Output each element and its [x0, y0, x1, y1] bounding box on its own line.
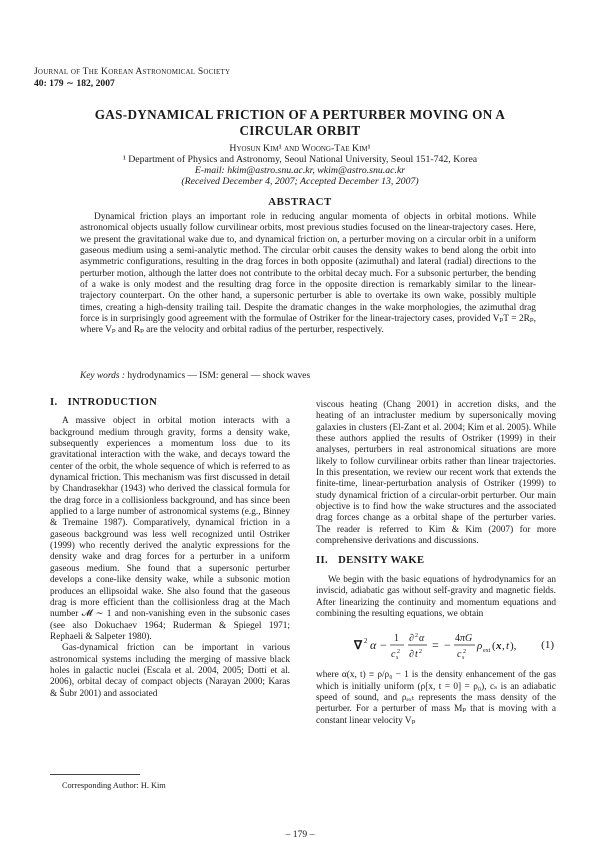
svg-text:α: α [419, 633, 425, 645]
svg-text:s: s [396, 655, 399, 662]
svg-text:s: s [462, 655, 465, 662]
svg-text:−: − [380, 638, 387, 653]
equation-number: (1) [541, 638, 554, 651]
svg-text:ρ: ρ [477, 640, 483, 653]
svg-text:α: α [370, 638, 377, 653]
paragraph: We begin with the basic equations of hydrodynamics for an inviscid, adiabatic gas without self-gravity and magnetic fields. After linearizing the continuity and momentum equations and combining the resulting equations, we obtain [316, 574, 556, 619]
svg-text:2: 2 [419, 649, 422, 656]
keywords [80, 371, 536, 381]
svg-text:−: − [444, 638, 451, 653]
received-dates: (Received December 4, 2007; Accepted December 13, 2007) [181, 176, 419, 188]
abstract-heading: ABSTRACT [268, 196, 332, 208]
journal-name: Journal of The Korean Astronomical Society [34, 66, 231, 77]
svg-text:2: 2 [397, 649, 400, 656]
svg-text:2: 2 [364, 637, 368, 646]
section-number: II. [316, 555, 329, 567]
svg-text:1: 1 [394, 633, 399, 645]
svg-text:(: ( [492, 640, 496, 653]
svg-text:t: t [506, 640, 510, 653]
page-number: – 179 – [285, 829, 315, 840]
paper-authors: Hyosun Kim¹ and Woong-Tae Kim¹ [229, 143, 371, 154]
footnote-label: Corresponding Author: [62, 781, 139, 790]
section-heading-density-wake [316, 555, 556, 566]
equation-1 [316, 628, 556, 662]
footnote-name: H. Kim [140, 781, 166, 790]
svg-text:πG: πG [460, 633, 473, 645]
journal-header [34, 66, 230, 89]
paragraph: A massive object in orbital motion interacts with a background medium through gravity, forms a density wake, subsequently experiences a momentum loss due to its gravitational interaction with the wake, and decays toward the center of the orbit, the whole sequence of which is referred to as dynamical friction. This mechanism was first discussed in detail by Chandrasekhar (1943) who derived the classical formula for the drag force in a collisionless background, and has since been applied to a large number of astronomical systems (e.g., Binney & Tremaine 1987). Comparatively, dynamical friction in a gaseous background was less well recognized until Ostriker (1999) who recently derived the analytic expressions for the density wake and drag forces for a perturber in a uniform gaseous medium. She found that a supersonic perturber develops a cone-like density wake, while a subsonic motion produces an ellipsoidal wake. She also found that the gaseous drag is more efficient than the collisionless drag at the Mach number 𝓜 ∼ 1 and non-vanishing even in the subsonic cases (see also Dokuchaev 1964; Ruderman & Spiegel 1971; Rephaeli & Salpeter 1980). [50, 416, 290, 642]
section-title: DENSITY WAKE [338, 555, 425, 567]
keywords-label: Key words : [80, 371, 125, 381]
svg-text:∂: ∂ [409, 649, 414, 661]
svg-text:4: 4 [455, 633, 460, 645]
section-number: I. [50, 397, 58, 408]
keywords-text: hydrodynamics — ISM: general — shock waves [127, 371, 311, 381]
svg-text:2: 2 [463, 649, 466, 656]
email-line: E-mail: hkim@astro.snu.ac.kr, wkim@astro.snu.ac.kr [194, 165, 406, 177]
svg-text:,: , [502, 640, 505, 653]
abstract-text: Dynamical friction plays an important role in reducing angular momenta of objects in orbital motions. While astronomical objects usually follow curvilinear orbits, most previous studies focused on the linear-trajectory cases. Here, we present the gravitational wake due to, and dynamical friction on, a perturber moving on a circular orbit in a uniform gaseous medium using a semi-analytic method. The circular orbit causes the density wakes to bend along the orbit into asymmetric configurations, resulting in the drag forces in both opposite (azimuthal) and lateral (radial) directions to the perturber motion, although the latter does not contribute to the orbital decay much. For a subsonic perturber, the bending of a wake is only modest and the resulting drag force in the opposite direction is remarkably similar to the linear-trajectory counterpart. On the other hand, a supersonic perturber is able to overtake its own wake, possibly multiple times, creating a high-density trailing tail. Despite the dramatic changes in the wake morphologies, the azimuthal drag force is in surprisingly good agreement with the formulae of Ostriker for the linear-trajectory cases, provided VₚT = 2Rₚ, where Vₚ and Rₚ are the velocity and orbital radius of the perturber, respectively. [80, 212, 536, 336]
svg-text:),: ), [510, 640, 517, 653]
paragraph: viscous heating (Chang 2001) in accretion disks, and the heating of an intracluster medium by supersonically moving galaxies in clusters (El-Zant et al. 2004; Kim et al. 2005). While these authors applied the results of Ostriker (1999) in their analyses, perturbers in real astronomical situations are more likely to follow curvilinear orbits rather than linear trajectories. In this presentation, we review our recent work that extends the finite-time, linear-perturbation analysis of Ostriker (1999) to study dynamical friction of a circular-orbit perturber. Our main objective is to find how the wake structures and the associated drag forces change as a orbital shape of the perturber varies. The reader is referred to Kim & Kim (2007) for more comprehensive derivations and discussions. [316, 400, 556, 547]
footnote-rule [50, 774, 140, 775]
svg-text:=: = [432, 638, 439, 653]
svg-text:x: x [496, 640, 502, 653]
svg-text:c: c [391, 649, 396, 661]
svg-text:c: c [457, 649, 462, 661]
journal-volume: 40: 179 ∼ 182, 2007 [34, 77, 115, 89]
section-title: INTRODUCTION [67, 397, 158, 408]
svg-text:ext: ext [483, 648, 491, 655]
svg-text:∂: ∂ [409, 633, 414, 645]
svg-text:2: 2 [415, 633, 418, 640]
section-heading-introduction [50, 397, 290, 408]
footnote [62, 781, 166, 790]
paragraph: where α(x, t) ≡ ρ/ρ₀ − 1 is the density enhancement of the gas which is initially uniform (ρ[x, t = 0] = ρ₀), cₛ is an adiabatic speed of sound, and ρₑₓₜ represents the mass density of the perturber. For a perturber of mass Mₚ that is moving with a constant linear velocity Vₚ [316, 670, 556, 726]
svg-text:t: t [415, 649, 418, 661]
svg-text:∇: ∇ [354, 638, 363, 653]
right-column [316, 400, 556, 727]
wave-equation [354, 628, 522, 662]
affiliation: ¹ Department of Physics and Astronomy, Seoul National University, Seoul 151-742, Korea [122, 154, 478, 165]
affiliation-block [0, 154, 600, 188]
paper-title: GAS-DYNAMICAL FRICTION OF A PERTURBER MOVING ON A CIRCULAR ORBIT [94, 107, 506, 138]
paragraph: Gas-dynamical friction can be important in various astronomical systems including the merging of massive black holes in galactic nuclei (Escala et al. 2004, 2005; Dotti et al. 2006), orbital decay of compact objects (Narayan 2000; Karas & Šubr 2001) and associated [50, 643, 290, 699]
left-column [50, 397, 290, 700]
